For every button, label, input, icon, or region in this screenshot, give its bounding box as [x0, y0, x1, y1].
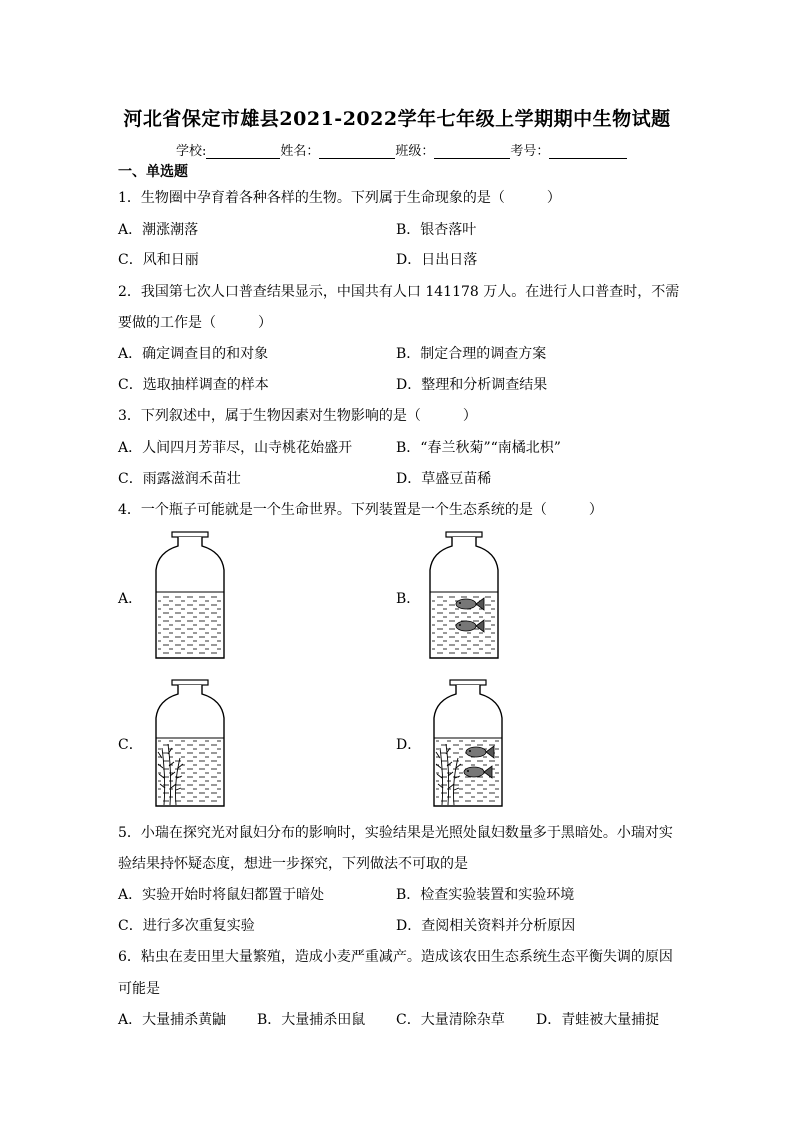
jar-plants-fish-image — [428, 678, 508, 808]
student-info-line — [176, 140, 627, 159]
q3-option-a[interactable]: A．人间四月芳菲尽，山寺桃花始盛开 — [118, 440, 353, 456]
exam-no-label: 考号： — [510, 144, 550, 159]
question-1-stem: 1．生物圈中孕育着各种各样的生物。下列属于生命现象的是（ ） — [118, 190, 561, 206]
name-label: 姓名： — [280, 144, 320, 159]
q6-option-d[interactable]: D．青蛙被大量捕捉 — [536, 1012, 660, 1028]
q2-option-c[interactable]: C．选取抽样调查的样本 — [118, 377, 269, 393]
page-title: 河北省保定市雄县2021-2022学年七年级上学期期中生物试题 — [123, 108, 671, 130]
class-blank[interactable] — [434, 144, 510, 159]
q4-option-d[interactable]: D． — [396, 737, 422, 753]
q1-option-b[interactable]: B．银杏落叶 — [396, 222, 477, 238]
school-label: 学校: — [176, 144, 207, 159]
question-2-stem-line-2: 要做的工作是（ ） — [118, 315, 272, 331]
q5-option-b[interactable]: B．检查实验装置和实验环境 — [396, 887, 575, 903]
q5-option-c[interactable]: C．进行多次重复实验 — [118, 918, 255, 934]
name-blank[interactable] — [319, 144, 395, 159]
q3-option-b[interactable]: B．“春兰秋菊”“南橘北枳” — [396, 440, 561, 456]
q1-option-a[interactable]: A．潮涨潮落 — [118, 222, 199, 238]
q2-option-a[interactable]: A．确定调查目的和对象 — [118, 346, 269, 362]
jar-water-only-image — [150, 530, 230, 660]
question-5-stem-line-2: 验结果持怀疑态度，想进一步探究，下列做法不可取的是 — [118, 856, 468, 872]
question-5-stem-line-1: 5．小瑞在探究光对鼠妇分布的影响时，实验结果是光照处鼠妇数量多于黑暗处。小瑞对实 — [118, 825, 673, 841]
q2-option-d[interactable]: D．整理和分析调查结果 — [396, 377, 548, 393]
class-label: 班级： — [395, 144, 435, 159]
q5-option-d[interactable]: D．查阅相关资料并分析原因 — [396, 918, 576, 934]
question-6-stem-line-1: 6．粘虫在麦田里大量繁殖，造成小麦严重减产。造成该农田生态系统生态平衡失调的原因 — [118, 949, 673, 965]
q2-option-b[interactable]: B．制定合理的调查方案 — [396, 346, 547, 362]
exam-no-blank[interactable] — [549, 144, 627, 159]
q1-option-d[interactable]: D．日出日落 — [396, 252, 478, 268]
q3-option-c[interactable]: C．雨露滋润禾苗壮 — [118, 471, 241, 487]
question-4-stem: 4．一个瓶子可能就是一个生命世界。下列装置是一个生态系统的是（ ） — [118, 502, 603, 518]
school-blank[interactable] — [206, 144, 280, 159]
q6-option-c[interactable]: C．大量清除杂草 — [396, 1012, 505, 1028]
q6-option-a[interactable]: A．大量捕杀黄鼬 — [118, 1012, 227, 1028]
q4-option-a[interactable]: A． — [118, 591, 143, 607]
question-6-stem-line-2: 可能是 — [118, 981, 160, 997]
question-2-stem-line-1: 2．我国第七次人口普查结果显示，中国共有人口 141178 万人。在进行人口普查时，不需 — [118, 284, 680, 300]
question-3-stem: 3．下列叙述中，属于生物因素对生物影响的是（ ） — [118, 408, 477, 424]
q6-option-b[interactable]: B．大量捕杀田鼠 — [257, 1012, 366, 1028]
q4-option-b[interactable]: B． — [396, 591, 421, 607]
q5-option-a[interactable]: A．实验开始时将鼠妇都置于暗处 — [118, 887, 325, 903]
jar-fish-image — [424, 530, 504, 660]
q1-option-c[interactable]: C．风和日丽 — [118, 252, 199, 268]
q3-option-d[interactable]: D．草盛豆苗稀 — [396, 471, 492, 487]
section-title: 一、单选题 — [118, 164, 188, 180]
q4-option-c[interactable]: C． — [118, 737, 143, 753]
jar-plants-image — [150, 678, 230, 808]
